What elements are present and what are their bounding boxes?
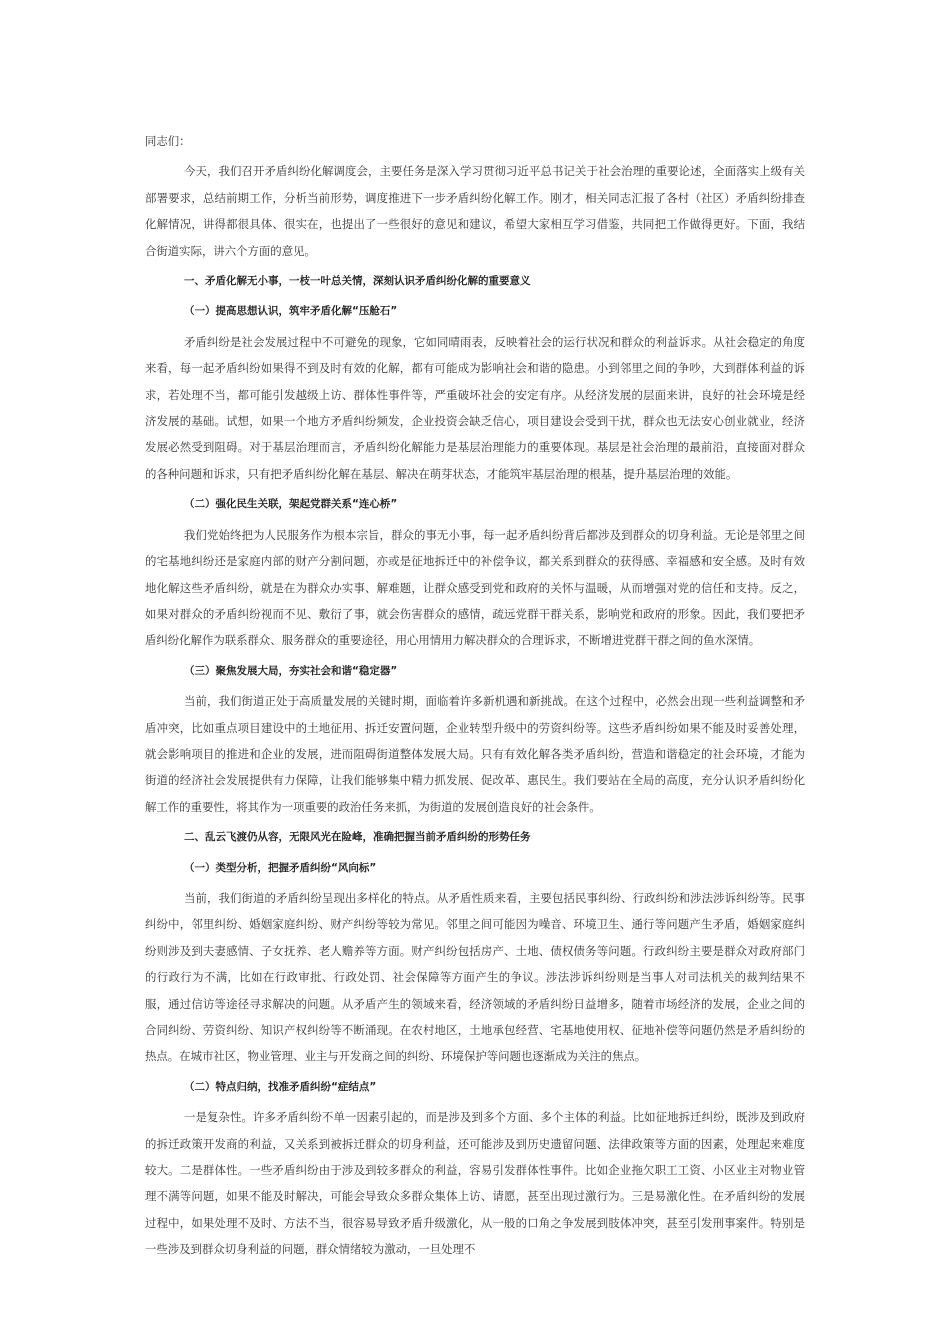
section-2-2-heading: （二）特点归纳，找准矛盾纠纷“症结点” (184, 1080, 377, 1093)
section-2-2-body: 一是复杂性。许多矛盾纠纷不单一因素引起的，而是涉及到多个方面、多个主体的利益。比如征地拆迁纠纷，既涉及到政府的拆迁政策开发商的利益，又关系到被拆迁群众的切身利益，还可能涉及到历史遗留问题、法律政策等方面的因素，处理起来难度较大。二是群体性。一些矛盾纠纷由于涉及到较多群众的利益，容易引发群体性事件。比如企业拖欠职工工资、小区业主对物业管理不满等问题，如果不能及时解决，可能会导致众多群众集体上访、请愿，甚至出现过激行为。三是易激化性。在矛盾纠纷的发展过程中，如果处理不及时、方法不当，很容易导致矛盾升级激化，从一般的口角之争发展到肢体冲突，甚至引发刑事案件。特别是一些涉及到群众切身利益的问题，群众情绪较为激动，一旦处理不 (145, 1110, 805, 1257)
section-1-2-body: 我们党始终把为人民服务作为根本宗旨，群众的事无小事，每一起矛盾纠纷背后都涉及到群众的切身利益。无论是邻里之间的宅基地纠纷还是家庭内部的财产分割问题，亦或是征地拆迁中的补偿争议，都关系到群众的获得感、幸福感和安全感。及时有效地化解这些矛盾纠纷，就是在为群众办实事、解难题，让群众感受到党和政府的关怀与温暖，从而增强对党的信任和支持。反之，如果对群众的矛盾纠纷视而不见、敷衍了事，就会伤害群众的感情，疏远党群干群关系，影响党和政府的形象。因此，我们要把矛盾纠纷化解作为联系群众、服务群众的重要途径，用心用情用力解决群众的合理诉求，不断增进党群干群之间的鱼水深情。 (145, 527, 805, 648)
section-2-1-body: 当前，我们街道的矛盾纠纷呈现出多样化的特点。从矛盾性质来看，主要包括民事纠纷、行政纠纷和涉法涉诉纠纷等。民事纠纷中，邻里纠纷、婚姻家庭纠纷、财产纠纷等较为常见。邻里之间可能因为噪音、环境卫生、通行等问题产生矛盾，婚姻家庭纠纷则涉及到夫妻感情、子女抚养、老人赡养等方面。财产纠纷包括房产、土地、债权债务等问题。行政纠纷主要是群众对政府部门的行政行为不满，比如在行政审批、行政处罚、社会保障等方面产生的争议。涉法涉诉纠纷则是当事人对司法机关的裁判结果不服，通过信访等途径寻求解决的问题。从矛盾产生的领域来看，经济领域的矛盾纠纷日益增多，随着市场经济的发展，企业之间的合同纠纷、劳资纠纷、知识产权纠纷等不断涌现。在农村地区，土地承包经营、宅基地使用权、征地补偿等问题仍然是矛盾纠纷的热点。在城市社区，物业管理、业主与开发商之间的纠纷、环境保护等问题也逐渐成为关注的焦点。 (145, 890, 805, 1064)
section-2-1-heading: （一）类型分析，把握矛盾纠纷“风向标” (184, 861, 377, 874)
document-body (145, 128, 805, 1267)
section-1-2-heading: （二）强化民生关联，架起党群关系“连心桥” (184, 498, 398, 511)
intro-paragraph: 今天，我们召开矛盾纠纷化解调度会，主要任务是深入学习贯彻习近平总书记关于社会治理的重要论述，全面落实上级有关部署要求，总结前期工作，分析当前形势，调度推进下一步矛盾纠纷化解工作。刚才，相关同志汇报了各村（社区）矛盾纠纷排查化解情况，讲得都很具体、很实在，也提出了一些很好的意见和建议，希望大家相互学习借鉴，共同把工作做得更好。下面，我结合街道实际，讲六个方面的意见。 (145, 164, 805, 258)
section-1-1-heading: （一）提高思想认识，筑牢矛盾化解“压舱石” (184, 305, 398, 318)
section-1-1-body: 矛盾纠纷是社会发展过程中不可避免的现象，它如同晴雨表，反映着社会的运行状况和群众的利益诉求。从社会稳定的角度来看，每一起矛盾纠纷如果得不到及时有效的化解，都有可能成为影响社会和谐的隐患。小到邻里之间的争吵，大到群体利益的诉求，若处理不当，都可能引发越级上访、群体性事件等，严重破坏社会的安定有序。从经济发展的层面来讲，良好的社会环境是经济发展的基础。试想，如果一个地方矛盾纠纷频发，企业投资会缺乏信心，项目建设会受到干扰，群众也无法安心创业就业，经济发展必然受到阻碍。对于基层治理而言，矛盾纠纷化解能力是基层治理能力的重要体现。基层是社会治理的最前沿，直接面对群众的各种问题和诉求，只有把矛盾纠纷化解在基层、解决在萌芽状态，才能筑牢基层治理的根基，提升基层治理的效能。 (145, 334, 805, 481)
section-1-3-heading: （三）聚焦发展大局，夯实社会和谐“稳定器” (184, 664, 398, 677)
salutation: 同志们： (145, 134, 191, 148)
section-1-3-body: 当前，我们街道正处于高质量发展的关键时期，面临着许多新机遇和新挑战。在这个过程中，必然会出现一些利益调整和矛盾冲突，比如重点项目建设中的土地征用、拆迁安置问题，企业转型升级中的劳资纠纷等。这些矛盾纠纷如果不能及时妥善处理，就会影响项目的推进和企业的发展，进而阻碍街道整体发展大局。只有有效化解各类矛盾纠纷，营造和谐稳定的社会环境，才能为街道的经济社会发展提供有力保障，让我们能够集中精力抓发展、促改革、惠民生。我们要站在全局的高度，充分认识矛盾纠纷化解工作的重要性，将其作为一项重要的政治任务来抓，为街道的发展创造良好的社会条件。 (145, 694, 805, 814)
section-2-heading: 二、乱云飞渡仍从容，无限风光在险峰，准确把握当前矛盾纠纷的形势任务 (184, 831, 531, 844)
section-1-heading: 一、矛盾化解无小事，一枝一叶总关情，深刻认识矛盾纠纷化解的重要意义 (184, 275, 531, 288)
